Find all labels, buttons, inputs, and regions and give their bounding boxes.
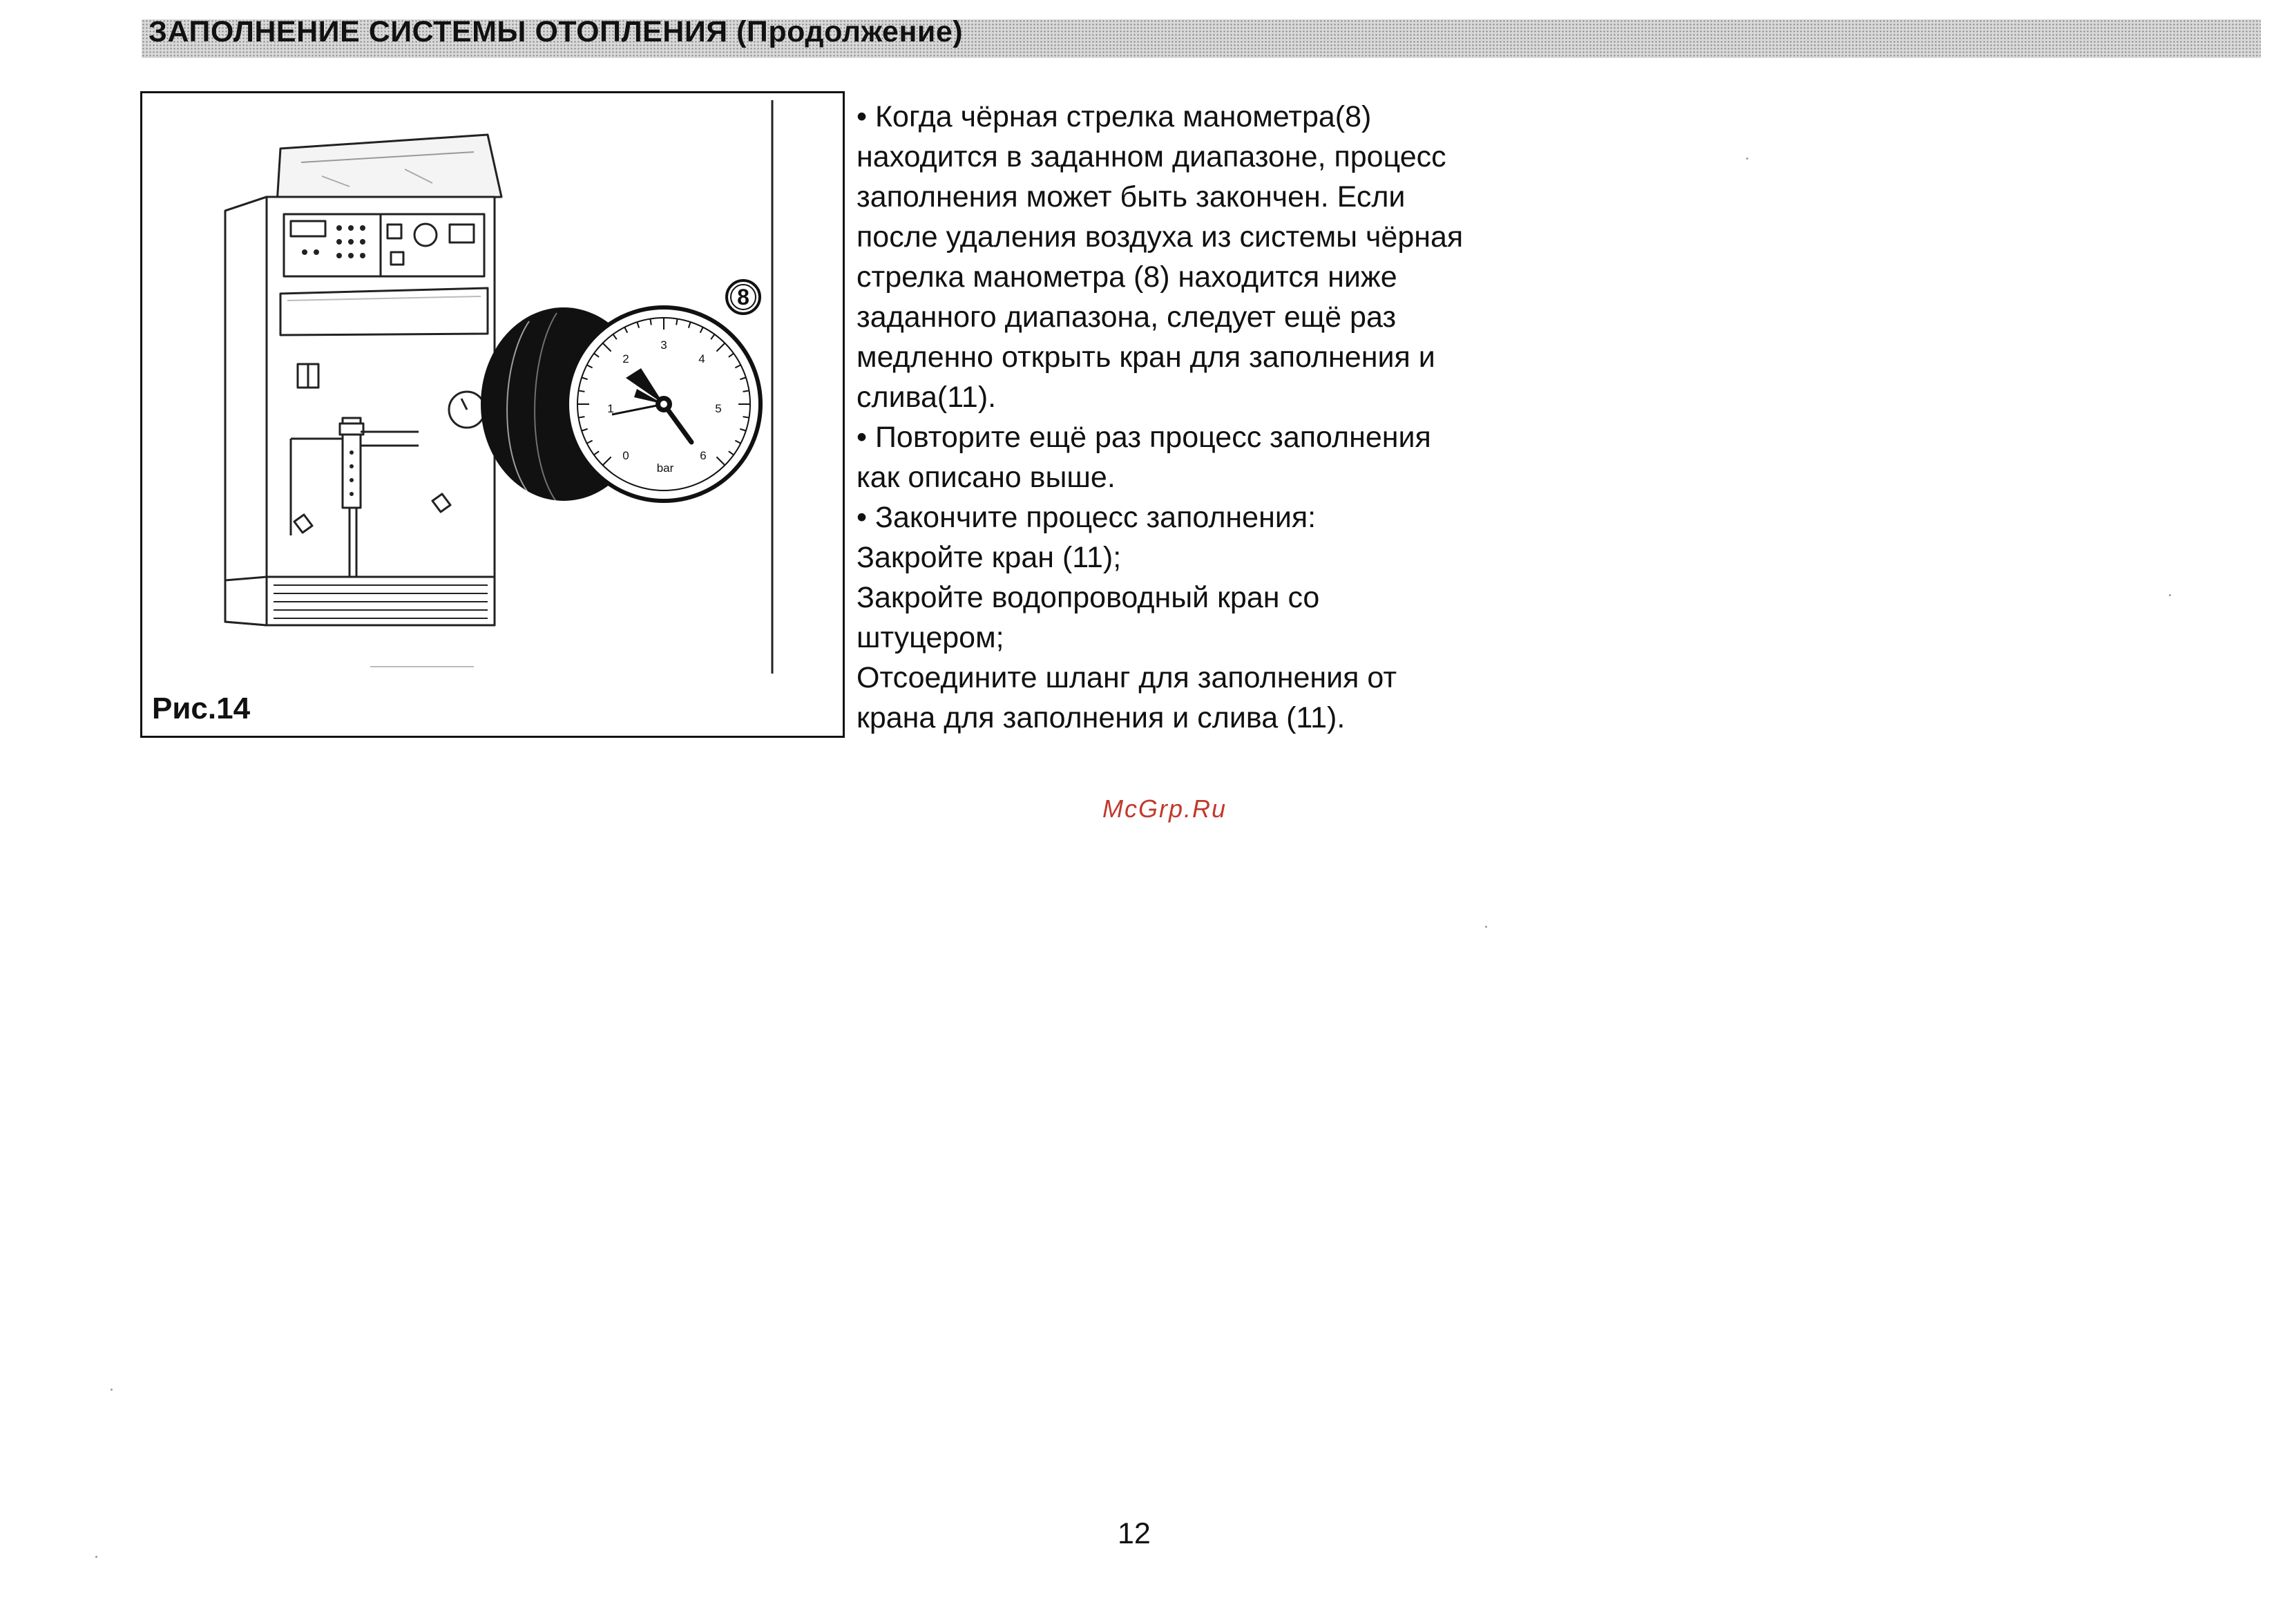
scan-speck [2169, 594, 2171, 596]
gauge-tick [676, 319, 677, 325]
body-line: крана для заполнения и слива (11). [857, 701, 1346, 734]
gauge-scale-label-4: 4 [698, 352, 705, 365]
body-line: Отсоедините шланг для заполнения от [857, 661, 1397, 694]
body-line: находится в заданном диапазоне, процесс [857, 140, 1446, 173]
page-number: 12 [1118, 1517, 1151, 1550]
page-title: ЗАПОЛНЕНИЕ СИСТЕМЫ ОТОПЛЕНИЯ (Продолжение) [149, 15, 964, 48]
scan-speck [1746, 158, 1748, 160]
gauge-scale-label-1: 1 [607, 402, 614, 415]
body-line: слива(11). [857, 381, 997, 414]
body-line: как описано выше. [857, 461, 1116, 494]
body-line: заданного диапазона, следует ещё раз [857, 301, 1397, 334]
callout-number: 8 [737, 285, 749, 309]
pressure-gauge [481, 307, 760, 502]
scan-speck [111, 1389, 113, 1391]
body-text [857, 97, 1589, 738]
body-line: • Закончите процесс заполнения: [857, 501, 1317, 534]
callout-badge [727, 280, 760, 314]
body-line: • Когда чёрная стрелка манометра(8) [857, 100, 1372, 133]
body-line: штуцером; [857, 621, 1004, 654]
figure-frame [140, 91, 845, 738]
gauge-unit-label: bar [656, 461, 674, 475]
scan-speck [1485, 926, 1487, 928]
gauge-scale-label-0: 0 [622, 449, 629, 462]
watermark: McGrp.Ru [1102, 794, 1227, 823]
body-line: • Повторите ещё раз процесс заполнения [857, 421, 1431, 454]
body-line: заполнения может быть закончен. Если [857, 180, 1406, 213]
gauge-tick [743, 390, 749, 391]
scan-speck [95, 1556, 97, 1558]
body-line: Закройте водопроводный кран со [857, 581, 1320, 614]
body-line: медленно открыть кран для заполнения и [857, 341, 1435, 374]
gauge-scale-label-2: 2 [622, 352, 629, 365]
boiler-figure [142, 93, 843, 736]
body-line: после удаления воздуха из системы чёрная [857, 220, 1464, 254]
gauge-tick [579, 390, 585, 391]
gauge-scale-label-3: 3 [660, 339, 667, 352]
gauge-scale-label-5: 5 [715, 402, 722, 415]
gauge-tick [650, 319, 651, 325]
figure-caption: Рис.14 [152, 692, 251, 725]
body-line: стрелка манометра (8) находится ниже [857, 260, 1397, 294]
body-line: Закройте кран (11); [857, 541, 1122, 574]
gauge-scale-label-6: 6 [700, 449, 707, 462]
